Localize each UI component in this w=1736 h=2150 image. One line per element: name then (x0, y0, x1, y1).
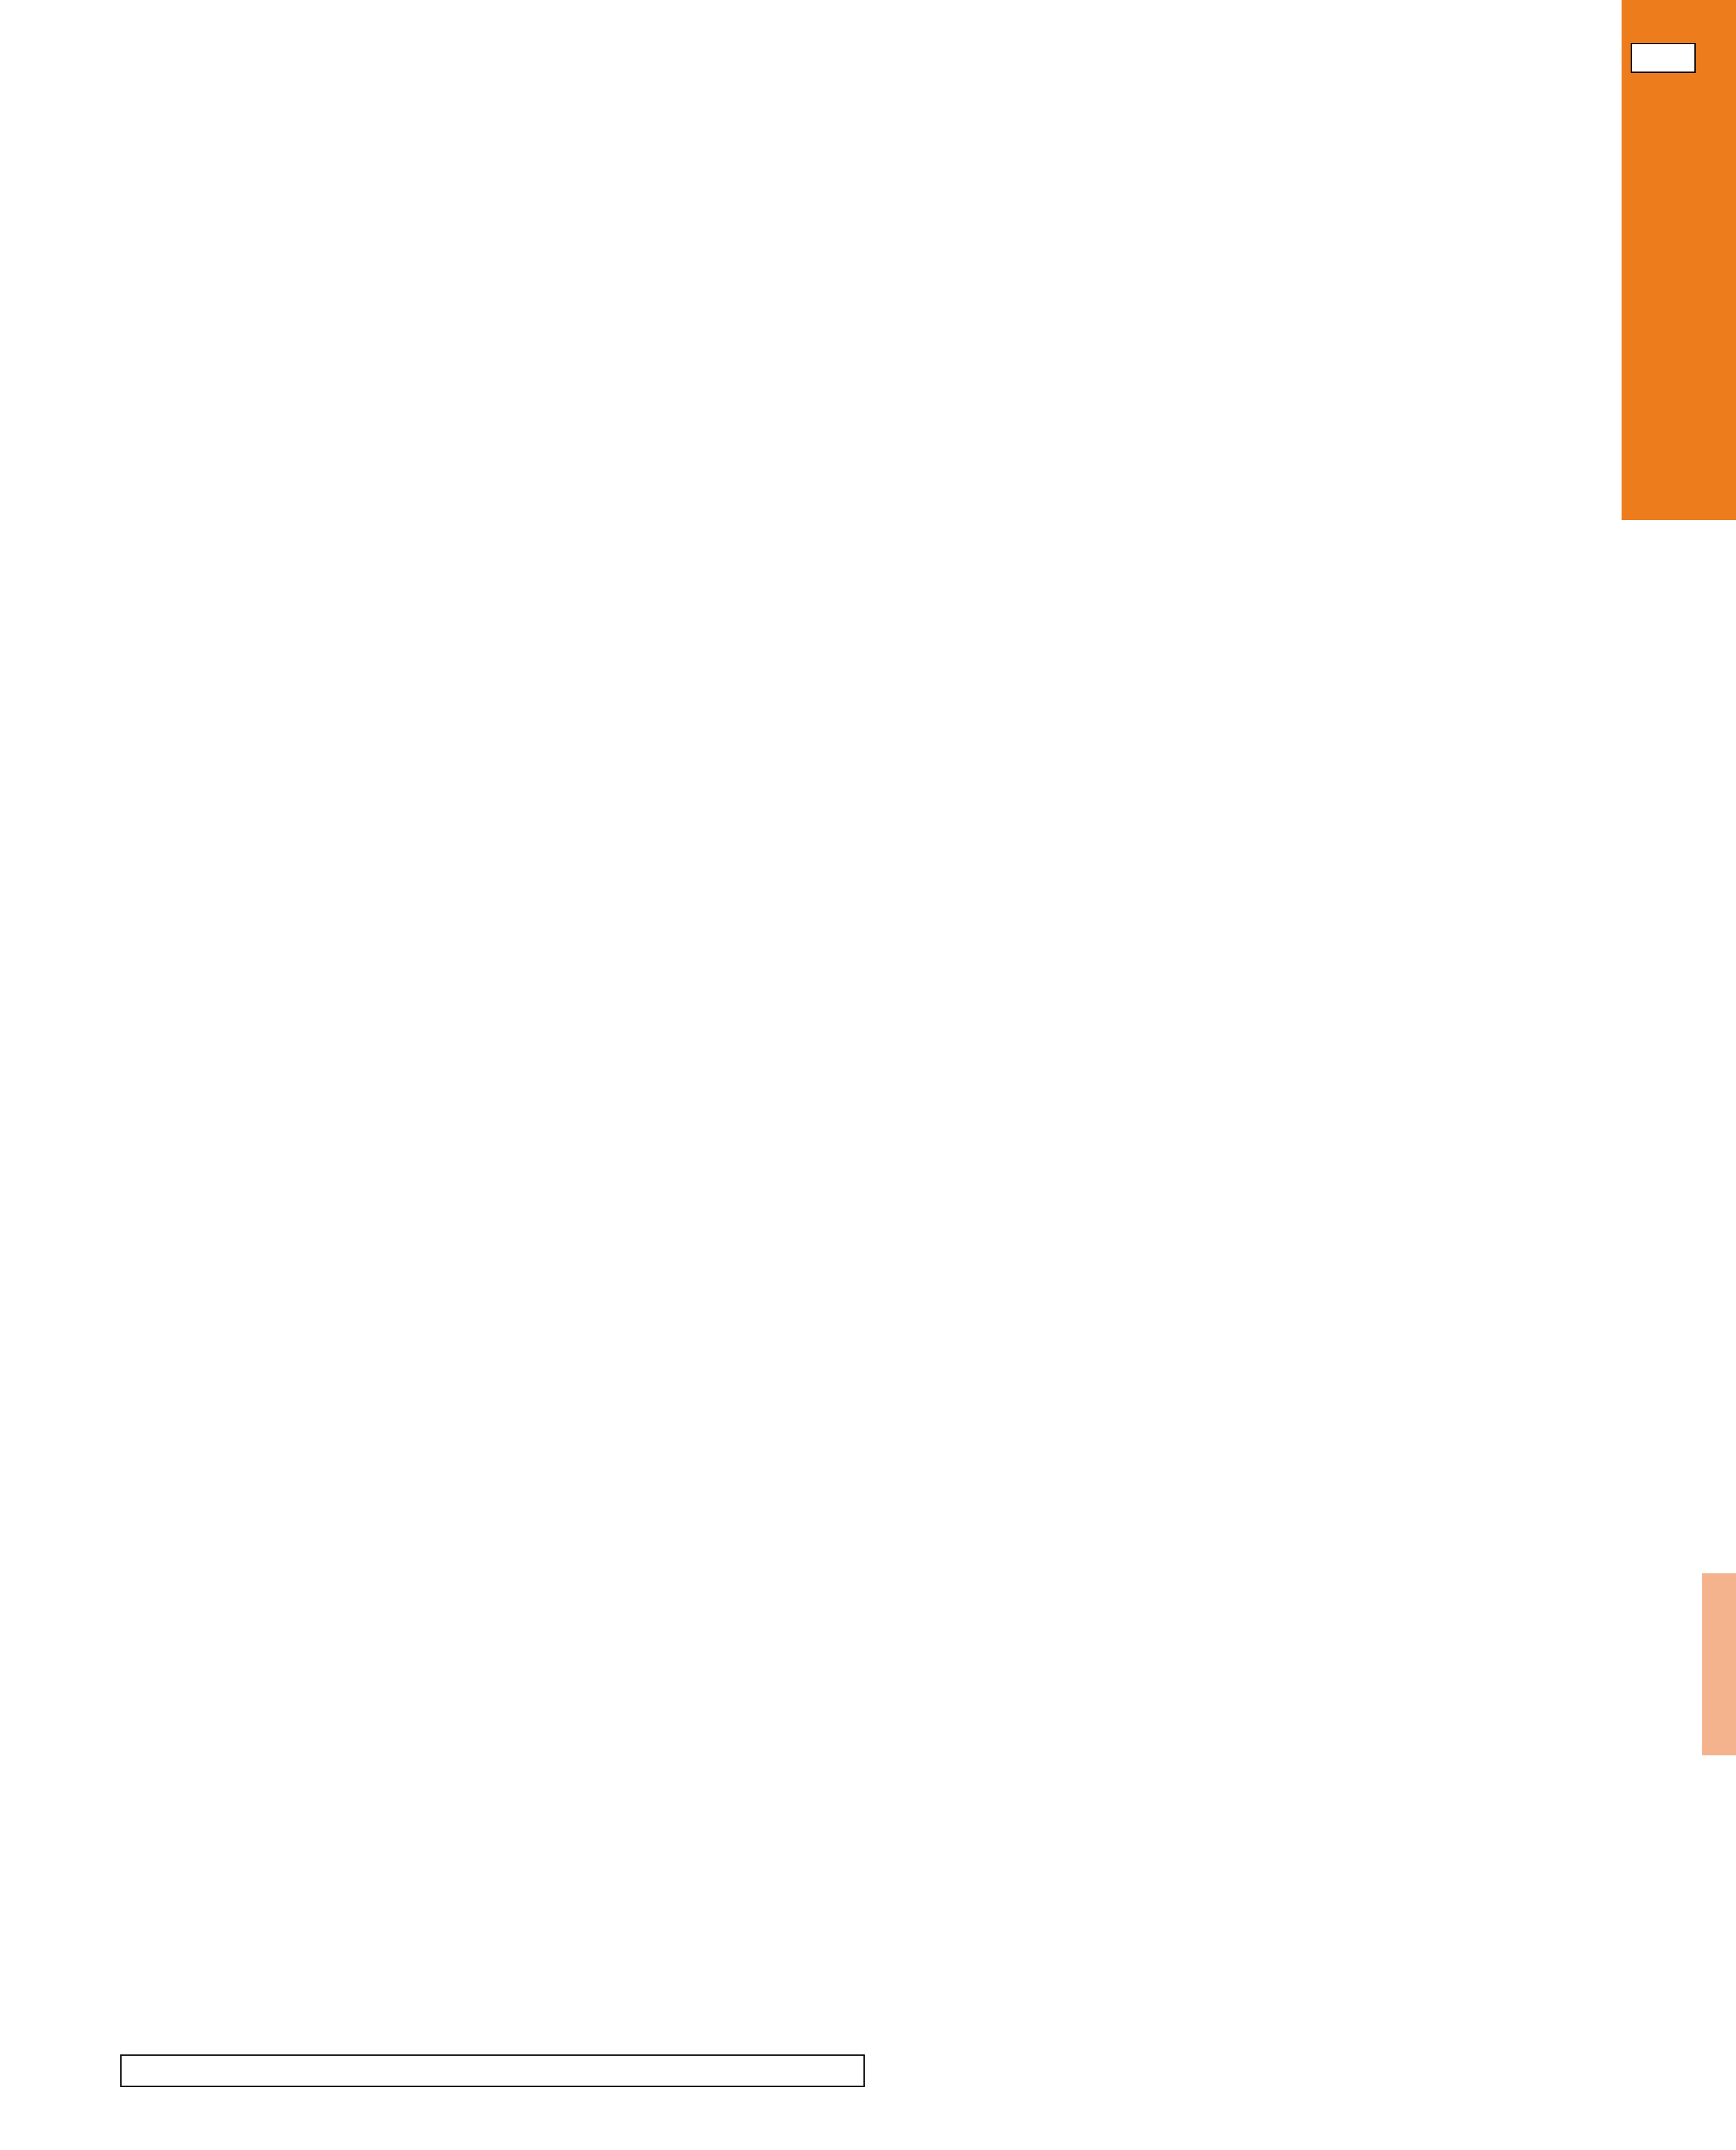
page-edge-tab (1702, 1573, 1736, 1755)
page-number-box (1631, 43, 1696, 73)
chapter-title (1640, 130, 1718, 416)
order-note (120, 2054, 865, 2087)
